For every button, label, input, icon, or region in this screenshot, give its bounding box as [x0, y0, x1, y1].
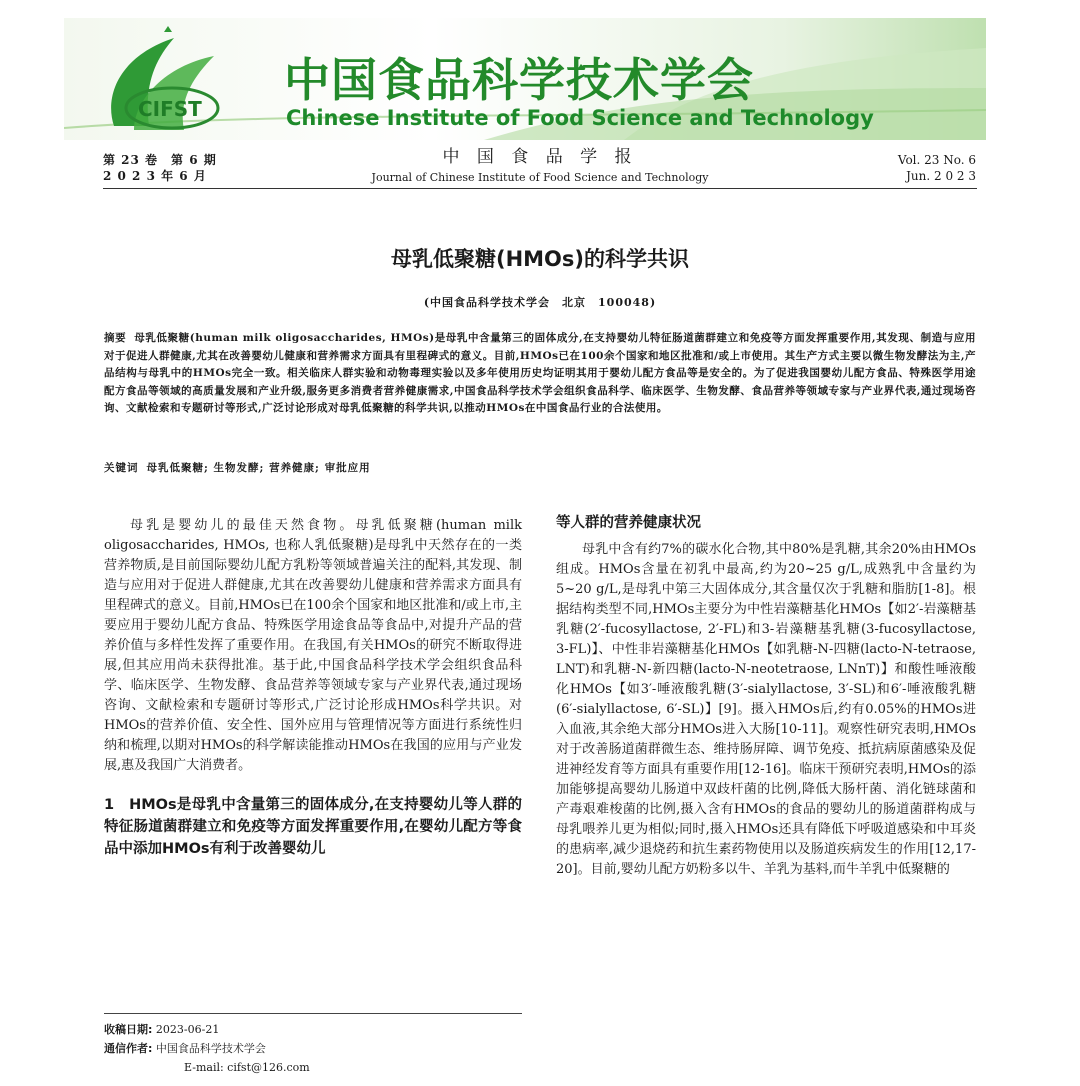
keywords: [104, 460, 976, 475]
society-name-en: Chinese Institute of Food Science and Technology: [286, 106, 874, 130]
intro-paragraph: 母乳是婴幼儿的最佳天然食物。母乳低聚糖(human milk oligosaccharides, HMOs, 也称人乳低聚糖)是母乳中天然存在的一类营养物质,是目前国际婴幼儿配方乳粉等领域普遍关注的配料,其发现、制造与应用对于促进人群健康,尤其在改善婴幼儿健康和营养需求方面具有里程碑式的意义。目前,HMOs已在100余个国家和地区批准和/或上市,主要应用于婴幼儿配方食品、特殊医学用途食品等食品中,对提升产品的营养价值与多样性发挥了重要作用。在我国,有关HMOs的研究不断取得进展,但其应用尚未获得批准。基于此,中国食品科学技术学会组织食品科学、临床医学、生物发酵、食品营养等领域专家与产业界代表,通过现场咨询、文献检索和专题研讨等形式,广泛讨论形成HMOs科学共识。对HMOs的营养价值、安全性、国外应用与管理情况等方面进行系统性归纳和梳理,以期对HMOs的科学解读能推动HMOs在我国的应用与产业发展,惠及我国广大消费者。: [104, 518, 522, 773]
section-1-paragraph: 母乳中含有约7%的碳水化合物,其中80%是乳糖,其余20%由HMOs组成。HMOs含量在初乳中最高,约为20~25 g/L,成熟乳中含量约为5~20 g/L,是母乳中第三大固体成分,其含量仅次于乳糖和脂肪[1-8]。根据结构类型不同,HMOs主要分为中性岩藻糖基化HMOs【如2′-岩藻糖基乳糖(2′-fucosyllactose, 2′-FL)和3-岩藻糖基乳糖(3-fucosyllactose, 3-FL)】、中性非岩藻糖基化HMOs【如乳糖-N-四糖(lacto-N-tetraose, LNT)和乳糖-N-新四糖(lacto-N-neotetraose, LNnT)】和酸性唾液酸化HMOs【如3′-唾液酸乳糖(3′-sialyllactose, 3′-SL)和6′-唾液酸乳糖(6′-sialyllactose, 6′-SL)】[9]。摄入HMOs后,约有0.05%的HMOs进入血液,其余绝大部分HMOs进入大肠[10-11]。观察性研究表明,HMOs对于改善肠道菌群微生态、维持肠屏障、调节免疫、抵抗病原菌感染及促进神经发育等方面具有重要作用[12-16]。临床干预研究表明,HMOs的添加能够提高婴幼儿肠道中双歧杆菌的比例,降低大肠杆菌、消化链球菌和产毒艰难梭菌的比例,摄入含有HMOs的食品的婴幼儿的肠道菌群构成与母乳喂养儿更为相似;同时,摄入HMOs还具有降低下呼吸道感染和中耳炎的患病率,减少退烧药和抗生素药物使用以及肠道疾病发生的作用[12,17-20]。目前,婴幼儿配方奶粉多以牛、羊乳为基料,而牛羊乳中低聚糖的: [556, 542, 976, 877]
keywords-label: 关键词: [104, 462, 139, 474]
volume-issue-en: [898, 152, 976, 184]
footnote: [104, 1020, 310, 1077]
author-email: E-mail: cifst@126.com: [184, 1061, 310, 1074]
date-en: Jun. 2 0 2 3: [906, 169, 976, 183]
footnote-divider: [104, 1013, 522, 1014]
header-divider: [103, 188, 977, 189]
volume-en: Vol. 23 No. 6: [897, 153, 976, 167]
author-value: 中国食品科学技术学会: [155, 1042, 266, 1055]
received-label: 收稿日期:: [104, 1023, 153, 1036]
abstract-text: 母乳低聚糖(human milk oligosaccharides, HMOs)是母乳中含量第三的固体成分,在支持婴幼儿特征肠道菌群建立和免疫等方面发挥重要作用,其发现、制造与应用对于促进人群健康,尤其在改善婴幼儿健康和营养需求方面具有里程碑式的意义。目前,HMOs已在100余个国家和地区批准和/或上市使用。其生产方式主要以微生物发酵法为主,产品结构与母乳中的HMOs完全一致。相关临床人群实验和动物毒理实验以及多年使用历史均证明其用于婴幼儿配方食品等是安全的。为了促进我国婴幼儿配方食品、特殊医学用途配方食品等领域的高质量发展和产业升级,服务更多消费者营养健康需求,中国食品科学技术学会组织食品科学、临床医学、生物发酵、食品营养等领域专家与产业界代表,通过现场咨询、文献检索和专题研讨等形式,广泛讨论形成对母乳低聚糖的科学共识,以推动HMOs在中国食品行业的合法使用。: [104, 332, 977, 415]
affiliation: (中国食品科学技术学会 北京 100048): [423, 296, 657, 309]
journal-name-cn: 中 国 食 品 学 报: [442, 147, 638, 167]
section-1-heading-continued: 等人群的营养健康状况: [556, 515, 701, 531]
abstract: [104, 330, 976, 418]
society-banner: [64, 18, 986, 140]
received-date: [104, 1020, 310, 1039]
logo-lettering: CIFST: [138, 97, 202, 121]
paper-title: 母乳低聚糖(HMOs)的科学共识: [390, 247, 690, 271]
body-column-left: [104, 516, 522, 860]
corresponding-author: [104, 1039, 310, 1058]
journal-name-en: Journal of Chinese Institute of Food Science and Technology: [371, 171, 709, 184]
date-cn: 2 0 2 3 年 6 月: [103, 169, 207, 183]
received-value: 2023-06-21: [155, 1023, 220, 1036]
cifst-logo: [94, 26, 264, 134]
abstract-label: 摘要: [104, 332, 127, 344]
section-1-heading: 1 HMOs是母乳中含量第三的固体成分,在支持婴幼儿等人群的特征肠道菌群建立和免疫等方面发挥重要作用,在婴幼儿配方等食品中添加HMOs有利于改善婴幼儿: [104, 797, 522, 857]
author-label: 通信作者:: [104, 1042, 153, 1055]
body-column-right: [556, 512, 976, 880]
keywords-text: 母乳低聚糖; 生物发酵; 营养健康; 审批应用: [146, 462, 371, 474]
society-name-cn: 中国食品科学技术学会: [284, 53, 754, 107]
volume-cn: 第 23 卷 第 6 期: [103, 153, 217, 167]
